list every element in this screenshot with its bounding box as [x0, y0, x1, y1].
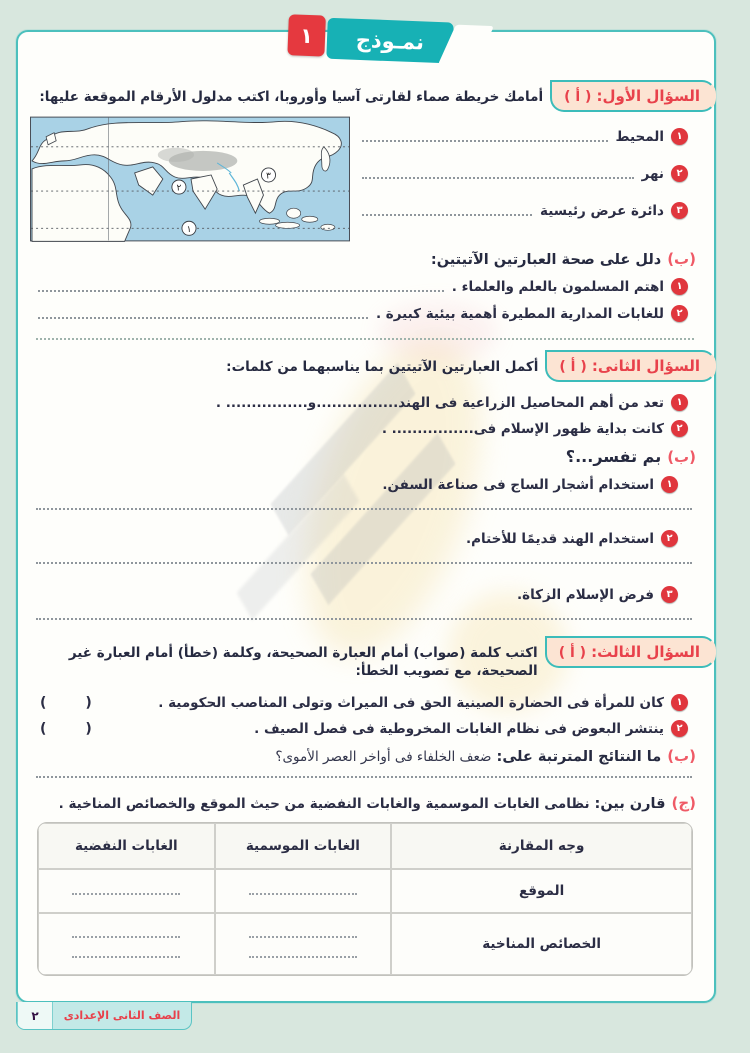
item-number-circle: ١ — [671, 694, 688, 711]
footer-grade-bar — [16, 1002, 192, 1030]
answer-line — [36, 617, 692, 620]
table-row-location — [38, 869, 692, 913]
part-b-title: ما النتائج المترتبة على: — [496, 749, 662, 766]
q2-explain-item-1 — [34, 476, 678, 493]
part-b-title: دلل على صحة العبارتين الآتيتين: — [430, 252, 662, 268]
item-text: كان للمرأة فى الحضارة الصينية الحق فى الميراث وتولى المناصب الحكومية . — [158, 694, 664, 711]
item-text: كانت بداية ظهور الإسلام فى................ . — [381, 420, 664, 437]
answer-dots — [38, 308, 368, 319]
question-2-header — [32, 350, 716, 382]
table-row-climate — [38, 913, 692, 975]
true-false-answer-parens: ( ) — [40, 720, 92, 737]
item-text: فرض الإسلام الزكاة. — [516, 586, 654, 603]
answer-dots — [72, 887, 180, 895]
model-number: ١ — [299, 23, 314, 48]
map-mountains — [158, 148, 194, 162]
answer-line — [36, 507, 692, 510]
item-text: استخدام أشجار الساج فى صناعة السفن. — [382, 476, 654, 493]
answer-dots — [72, 950, 180, 958]
question-1-part-b-header — [34, 250, 696, 268]
answer-line — [36, 561, 692, 564]
answer-dots — [362, 168, 634, 179]
part-c-label: (ج) — [671, 794, 696, 813]
item-number-circle: ١ — [671, 128, 688, 145]
comparison-table — [37, 822, 693, 976]
blank-map-asia-europe — [30, 116, 350, 242]
answer-cell — [215, 869, 392, 913]
item-label: دائرة عرض رئيسية — [540, 202, 664, 219]
answer-cell — [38, 913, 215, 975]
q3-item-2 — [34, 720, 688, 737]
column-header-monsoon-forests: الغابات الموسمية — [215, 823, 392, 869]
item-number-circle: ٢ — [671, 165, 688, 182]
item-label: المحيط — [615, 128, 664, 145]
svg-text:٢: ٢ — [176, 183, 182, 194]
model-label: نمـوذج — [355, 27, 425, 54]
part-b-label: (ب) — [667, 448, 696, 466]
answer-dots — [38, 281, 444, 292]
answer-dots — [362, 131, 608, 142]
column-header-deciduous-forests: الغابات النفضية — [38, 823, 215, 869]
item-number-circle: ٢ — [661, 530, 678, 547]
answer-cell — [215, 913, 392, 975]
map-marker-3 — [261, 168, 275, 182]
q2-item-1 — [34, 394, 688, 411]
model-number-box — [287, 14, 326, 56]
answer-line — [36, 338, 694, 340]
question-3-part-a-mark: ( أ ) — [558, 645, 587, 661]
part-b-question: ضعف الخلفاء فى أواخر العصر الأموى؟ — [275, 749, 492, 766]
item-text: تعد من أهم المحاصيل الزراعية فى الهند................و................ . — [215, 394, 664, 411]
map-island — [259, 218, 279, 224]
map-marker-2 — [172, 180, 186, 194]
q1-part-b-item-2 — [34, 305, 688, 322]
question-2-label: السؤال الثانى: — [591, 357, 700, 375]
question-2-part-a-mark: ( أ ) — [559, 359, 587, 375]
item-text: ينتشر البعوض فى نظام الغابات المخروطية فى فصل الصيف . — [254, 720, 664, 737]
item-number-circle: ١ — [661, 476, 678, 493]
q3-item-1 — [34, 694, 688, 711]
question-1-body — [30, 116, 700, 242]
question-3-ribbon — [545, 636, 716, 668]
model-label-box — [326, 18, 453, 64]
true-false-answer-parens: ( ) — [40, 694, 92, 711]
model-badge — [287, 14, 486, 67]
item-label: نهر — [641, 165, 664, 182]
item-number-circle: ٢ — [671, 420, 688, 437]
map-island — [276, 222, 300, 228]
question-1-part-a-mark: ( أ ) — [564, 89, 592, 105]
question-1-intro: أمامك خريطة صماء لقارتى آسيا وأوروبا، اكتب مدلول الأرقام الموقعة عليها: — [39, 89, 544, 105]
table-header-row — [38, 823, 692, 869]
map-item-latitude — [358, 202, 688, 219]
q1-part-b-item-1 — [34, 278, 688, 295]
item-text: للغابات المدارية المطيرة أهمية بيئية كبيرة . — [375, 305, 664, 322]
map-item-ocean — [358, 128, 688, 145]
map-island — [302, 216, 318, 222]
row-label-location: الموقع — [391, 869, 692, 913]
part-b-label: (ب) — [667, 250, 696, 268]
q2-item-2 — [34, 420, 688, 437]
item-number-circle: ٣ — [661, 586, 678, 603]
part-c-question: نظامى الغابات الموسمية والغابات النفضية من حيث الموقع والخصائص المناخية . — [58, 796, 590, 813]
item-number-circle: ١ — [671, 278, 688, 295]
svg-text:١: ١ — [186, 224, 192, 235]
page-content — [18, 32, 714, 1001]
question-1-items — [354, 116, 700, 242]
question-3-header — [32, 636, 716, 680]
map-svg — [30, 116, 350, 242]
item-number-circle: ٢ — [671, 305, 688, 322]
answer-dots — [72, 930, 180, 938]
item-number-circle: ٢ — [671, 720, 688, 737]
q2-explain-item-3 — [34, 586, 678, 603]
question-1-ribbon — [550, 80, 716, 112]
map-island — [321, 224, 335, 230]
question-3-part-c-header — [34, 794, 696, 812]
question-1-label: السؤال الأول: — [596, 87, 700, 105]
question-2-part-b-header — [34, 447, 696, 466]
question-3-intro: اكتب كلمة (صواب) أمام العبارة الصحيحة، وكلمة (خطأ) أمام العبارة غير الصحيحة، مع تصويب الخطأ: — [68, 645, 538, 680]
question-3-label: السؤال الثالث: — [591, 643, 700, 661]
map-island — [287, 208, 301, 218]
answer-dots — [249, 887, 357, 895]
question-3-part-b-header — [34, 747, 696, 765]
answer-line — [36, 775, 692, 778]
page-number: ٢ — [17, 1002, 53, 1029]
answer-dots — [249, 950, 357, 958]
question-1-header — [32, 80, 716, 112]
item-number-circle: ٣ — [671, 202, 688, 219]
row-label-climate: الخصائص المناخية — [391, 913, 692, 975]
svg-text:٣: ٣ — [266, 171, 271, 182]
part-b-title: بم تفسر...؟ — [565, 447, 662, 466]
answer-dots — [249, 930, 357, 938]
part-c-title: قارن بين: — [594, 796, 666, 813]
q2-explain-item-2 — [34, 530, 678, 547]
answer-dots — [362, 205, 532, 216]
exam-page — [16, 30, 716, 1003]
answer-cell — [38, 869, 215, 913]
question-2-intro: أكمل العبارتين الآتيتين بما يناسبهما من كلمات: — [226, 359, 539, 375]
question-2-ribbon — [545, 350, 716, 382]
item-text: اهتم المسلمون بالعلم والعلماء . — [451, 278, 664, 295]
map-item-river — [358, 165, 688, 182]
item-number-circle: ١ — [671, 394, 688, 411]
item-text: استخدام الهند قديمًا للأختام. — [466, 530, 654, 547]
column-header-comparison: وجه المقارنة — [391, 823, 692, 869]
part-b-label: (ب) — [667, 747, 696, 766]
grade-label: الصف الثانى الإعدادى — [63, 1009, 181, 1022]
map-marker-1 — [182, 221, 196, 235]
